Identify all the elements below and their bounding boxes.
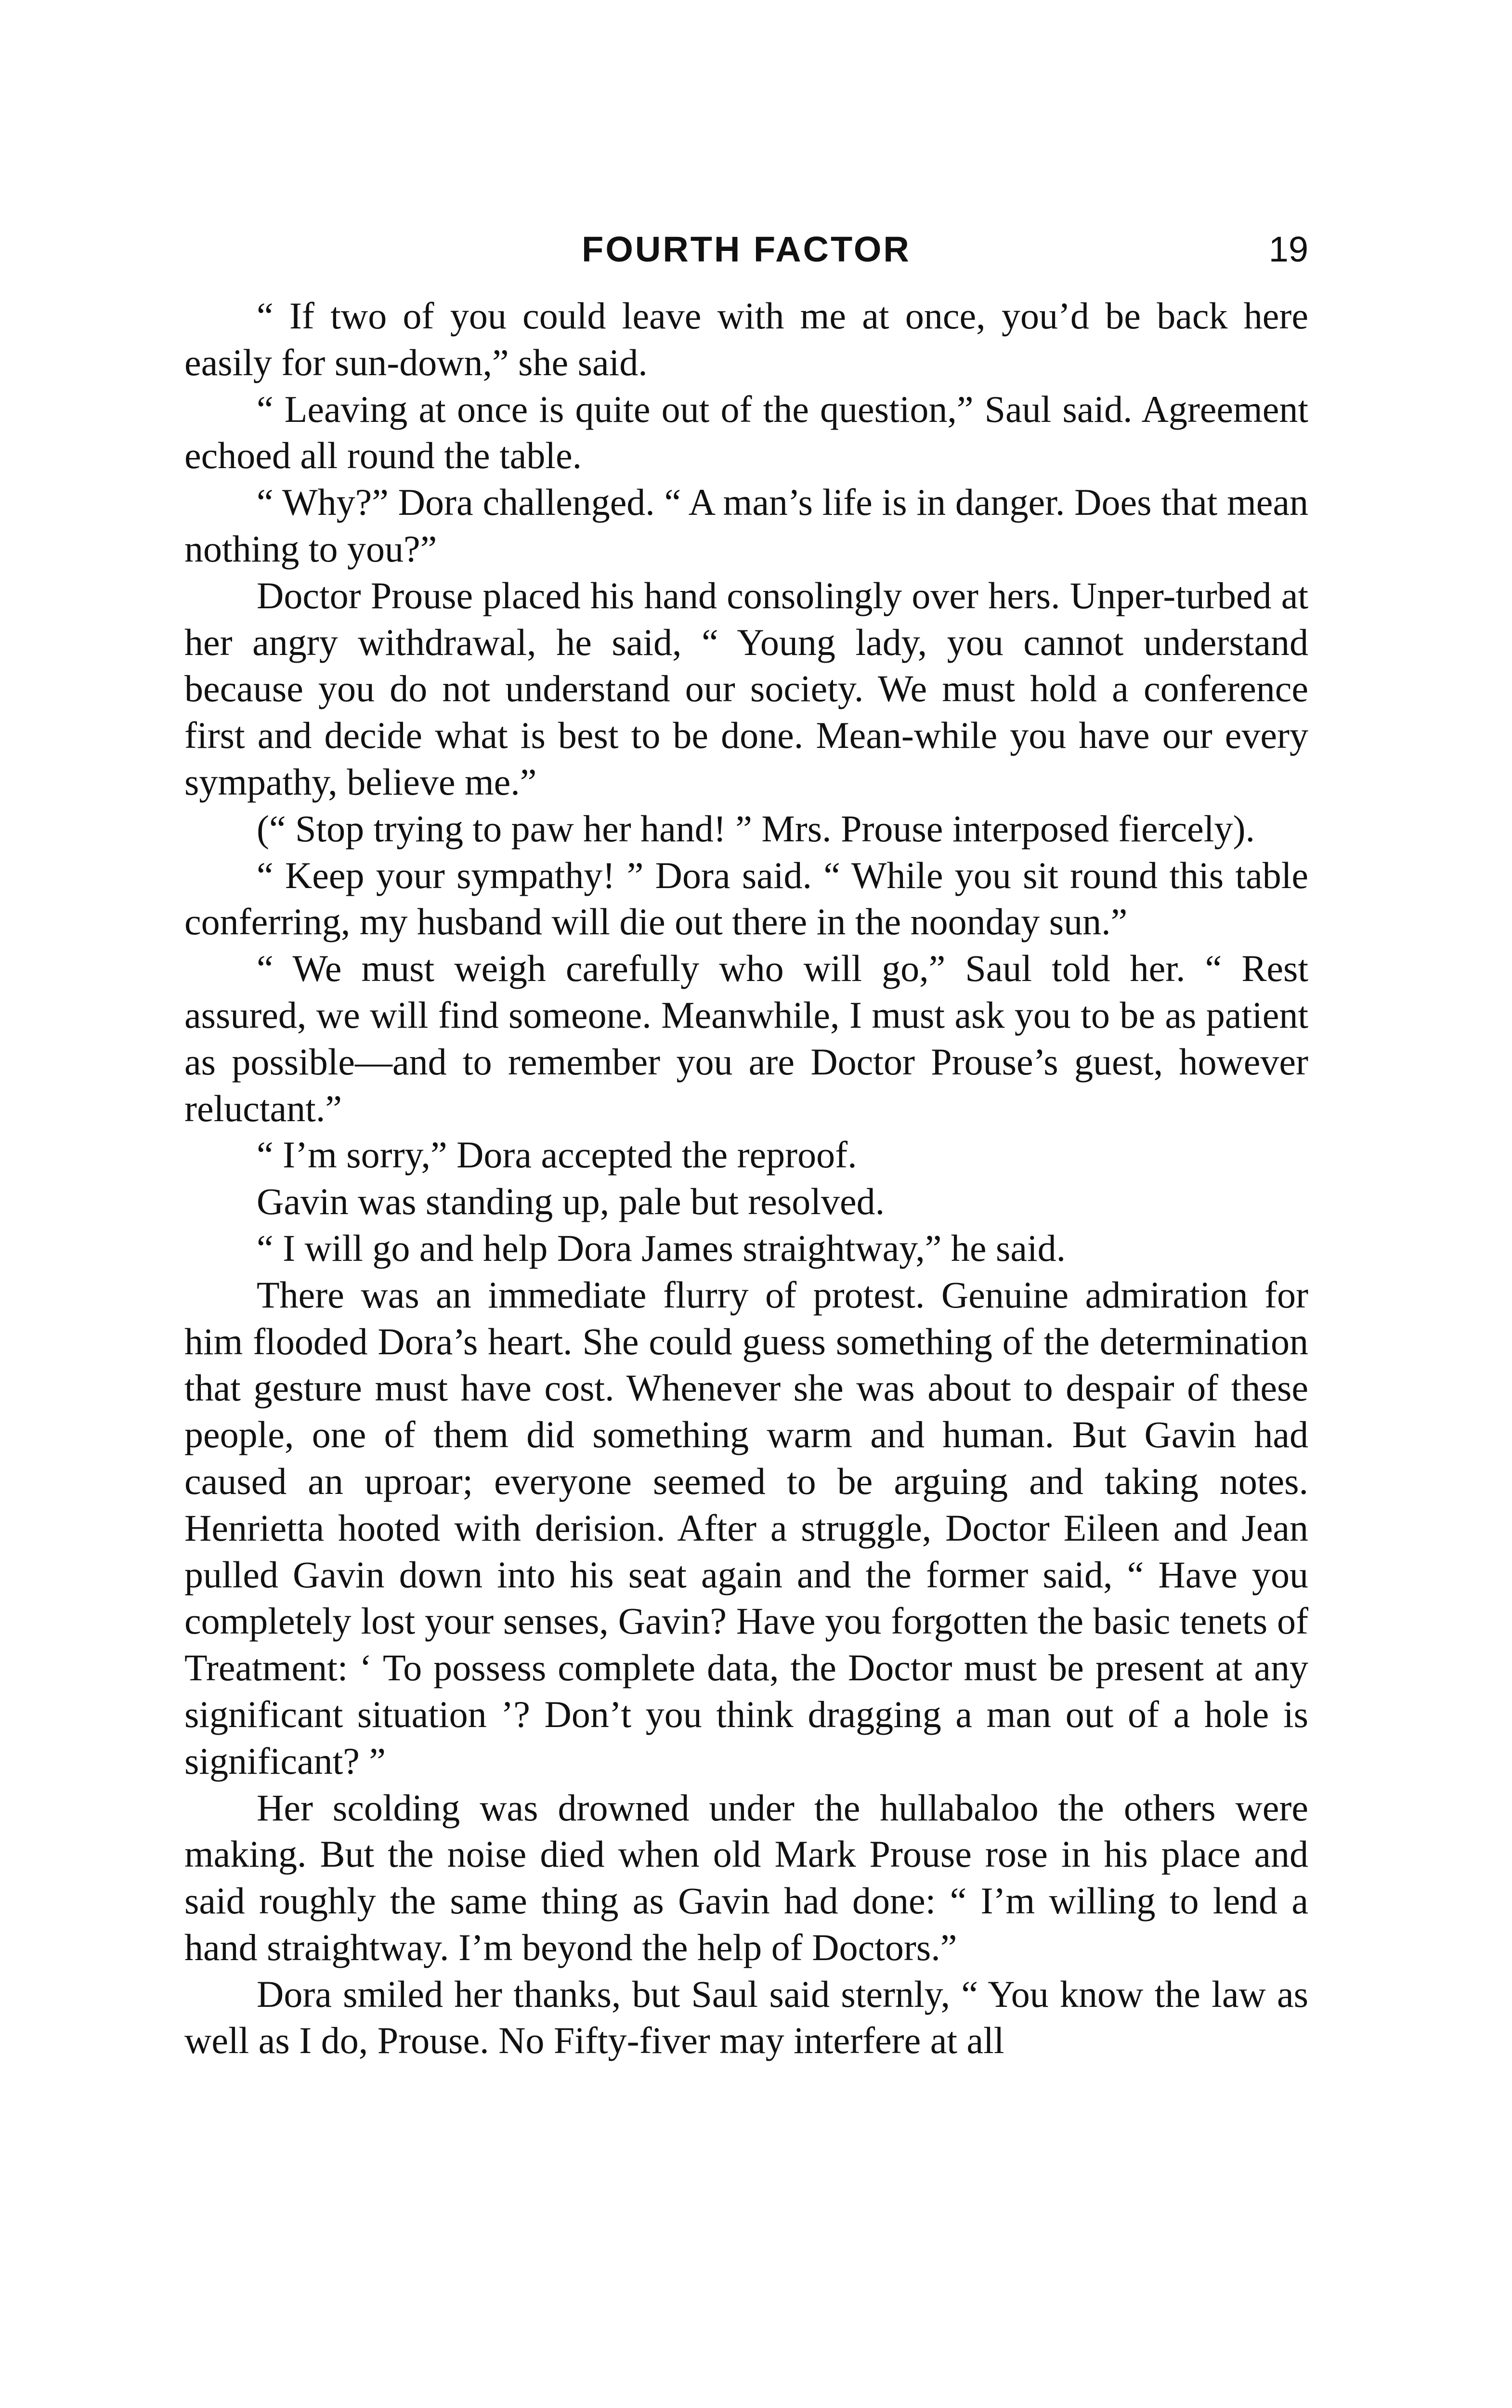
paragraph: “ I’m sorry,” Dora accepted the reproof. [257, 1134, 857, 1176]
body-text [184, 293, 1308, 2064]
page-number: 19 [1268, 229, 1308, 269]
paragraph: “ We must weigh carefully who will go,” Saul told her. “ Rest assured, we will find someone. Meanwhile, I must ask you to be as patient as possible—and to remember you are Doctor Prouse’s guest, however reluctant.” [184, 947, 1308, 1129]
paragraph: (“ Stop trying to paw her hand! ” Mrs. Prouse interposed fiercely). [257, 807, 1255, 850]
running-head [184, 225, 1308, 274]
paragraph: Doctor Prouse placed his hand consolingly over hers. Unper-turbed at her angry withdrawal, he said, “ Young lady, you cannot understand because you do not understand our society. We must hold a conference first and decide what is best to be done. Mean-while you have our every sympathy, believe me.” [184, 574, 1308, 803]
paragraph: “ Why?” Dora challenged. “ A man’s life is in danger. Does that mean nothing to you?” [184, 481, 1308, 570]
paragraph: Her scolding was drowned under the hullabaloo the others were making. But the noise died when old Mark Prouse rose in his place and said roughly the same thing as Gavin had done: “ I’m willing to lend a hand straightway. I’m beyond the help of Doctors.” [184, 1786, 1308, 1968]
paragraph: “ I will go and help Dora James straightway,” he said. [257, 1227, 1066, 1269]
paragraph: “ If two of you could leave with me at once, you’d be back here easily for sun-down,” she said. [184, 295, 1308, 383]
paragraph: There was an immediate flurry of protest. Genuine admiration for him flooded Dora’s heart. She could guess something of the determination that gesture must have cost. Whenever she was about to despair of these people, one of them did something warm and human. But Gavin had caused an uproar; everyone seemed to be arguing and taking notes. Henrietta hooted with derision. After a struggle, Doctor Eileen and Jean pulled Gavin down into his seat again and the former said, “ Have you completely lost your senses, Gavin? Have you forgotten the basic tenets of Treatment: ‘ To possess complete data, the Doctor must be present at any significant situation ’? Don’t you think dragging a man out of a hole is significant? ” [184, 1273, 1308, 1782]
paragraph: Dora smiled her thanks, but Saul said sternly, “ You know the law as well as I do, Prouse. No Fifty-fiver may interfere at all [184, 1973, 1308, 2062]
paragraph: Gavin was standing up, pale but resolved. [257, 1180, 885, 1223]
paragraph: “ Leaving at once is quite out of the question,” Saul said. Agreement echoed all round the table. [184, 388, 1308, 477]
chapter-title: FOURTH FACTOR [582, 229, 911, 269]
paragraph: “ Keep your sympathy! ” Dora said. “ While you sit round this table conferring, my husband will die out there in the noonday sun.” [184, 854, 1308, 943]
